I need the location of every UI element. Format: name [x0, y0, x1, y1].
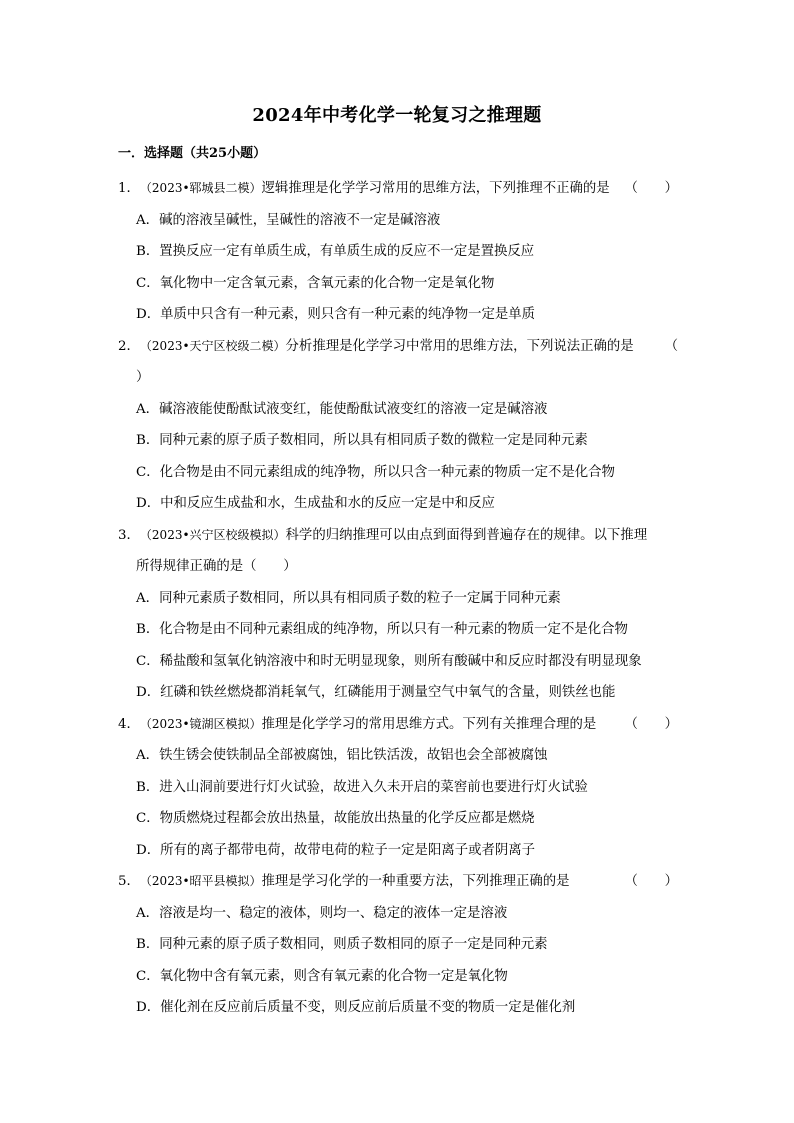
option-letter: D．	[136, 685, 161, 700]
question-item	[118, 520, 678, 709]
option-text: 催化剂在反应前后质量不变，则反应前后质量不变的物质一定是催化剂	[160, 1000, 576, 1015]
option-letter: A．	[136, 590, 160, 606]
option-letter: B．	[136, 937, 160, 952]
question-stem	[118, 331, 678, 363]
option-letter: B．	[136, 779, 160, 795]
option-text: 碱溶液能使酚酞试液变红，能使酚酞试液变红的溶液一定是碱溶液	[159, 401, 548, 417]
option-text: 同种元素的原子质子数相同，则质子数相同的原子一定是同种元素	[159, 937, 548, 952]
option-letter: A．	[136, 905, 160, 921]
question-item	[118, 709, 678, 867]
option-letter: B．	[136, 244, 160, 259]
option-text: 中和反应生成盐和水，生成盐和水的反应一定是中和反应	[160, 496, 495, 511]
question-text: 科学的归纳推理可以由点到面得到普遍存在的规律。以下推理	[285, 527, 648, 543]
option-b	[118, 929, 678, 961]
option-letter: C．	[136, 653, 160, 669]
option-letter: C．	[136, 464, 160, 480]
option-letter: D．	[136, 496, 161, 511]
option-d	[118, 835, 678, 867]
option-c	[118, 268, 678, 300]
answer-blank: （	[664, 338, 678, 354]
option-text: 铁生锈会使铁制品全部被腐蚀，铝比铁活泼，故铝也会全部被腐蚀	[159, 748, 548, 763]
question-continuation: 所得规律正确的是（ ）	[136, 559, 297, 574]
option-text: 红磷和铁丝燃烧都消耗氧气，红磷能用于测量空气中氧气的含量，则铁丝也能	[160, 685, 616, 700]
option-letter: A．	[136, 212, 160, 228]
option-d	[118, 677, 678, 709]
option-text: 碱的溶液呈碱性，呈碱性的溶液不一定是碱溶液	[159, 212, 441, 228]
option-letter: C．	[136, 811, 160, 826]
question-item	[118, 173, 678, 331]
option-letter: D．	[136, 1000, 161, 1015]
question-stem	[118, 866, 678, 898]
option-text: 氧化物中一定含氧元素，含氧元素的化合物一定是氧化物	[159, 275, 495, 291]
option-letter: B．	[136, 433, 160, 448]
question-stem	[118, 520, 678, 552]
option-letter: C．	[136, 968, 160, 984]
question-text: 分析推理是化学学习中常用的思维方法，下列说法正确的是	[285, 338, 634, 354]
option-text: 化合物是由不同元素组成的纯净物，所以只含一种元素的物质一定不是化合物	[159, 464, 615, 480]
answer-blank: （ ）	[624, 181, 678, 196]
question-text: 推理是化学学习的常用思维方式。下列有关推理合理的是	[261, 716, 597, 732]
option-letter: B．	[136, 622, 160, 637]
option-b	[118, 614, 678, 646]
question-source: （2023•镜湖区模拟）	[139, 716, 262, 731]
answer-blank: （ ）	[624, 716, 678, 732]
option-a	[118, 740, 678, 772]
option-letter: A．	[136, 401, 160, 417]
page-title: 2024年中考化学一轮复习之推理题	[252, 105, 542, 126]
option-text: 稀盐酸和氢氧化钠溶液中和时无明显现象，则所有酸碱中和反应时都没有明显现象	[159, 653, 642, 669]
option-d	[118, 299, 678, 331]
question-list	[118, 173, 678, 1024]
option-letter: D．	[136, 307, 161, 322]
option-text: 氧化物中含有氧元素，则含有氧元素的化合物一定是氧化物	[159, 968, 508, 984]
answer-blank: （ ）	[624, 874, 678, 889]
option-letter: D．	[136, 842, 161, 858]
section-heading: 一．选择题（共25小题）	[118, 146, 267, 161]
question-number: 5．	[118, 874, 140, 889]
question-stem	[118, 709, 678, 741]
option-c	[118, 457, 678, 489]
question-continuation: ）	[136, 370, 150, 385]
option-b	[118, 772, 678, 804]
question-number: 4．	[118, 716, 140, 732]
question-number: 3．	[118, 527, 140, 543]
question-item	[118, 866, 678, 1024]
question-source: （2023•天宁区校级二模）	[139, 338, 286, 353]
option-text: 物质燃烧过程都会放出热量，故能放出热量的化学反应都是燃烧	[159, 811, 535, 826]
option-text: 溶液是均一、稳定的液体，则均一、稳定的液体一定是溶液	[159, 905, 508, 921]
question-text: 逻辑推理是化学学习常用的思维方法，下列推理不正确的是	[261, 181, 610, 196]
option-text: 化合物是由不同种元素组成的纯净物，所以只有一种元素的物质一定不是化合物	[159, 622, 628, 637]
option-a	[118, 898, 678, 930]
option-a	[118, 394, 678, 426]
question-item	[118, 331, 678, 520]
option-a	[118, 205, 678, 237]
option-b	[118, 425, 678, 457]
question-source: （2023•兴宁区校级模拟）	[139, 527, 286, 542]
option-text: 进入山洞前要进行灯火试验，故进入久未开启的菜窖前也要进行灯火试验	[159, 779, 588, 795]
question-text: 推理是学习化学的一种重要方法，下列推理正确的是	[261, 874, 570, 889]
question-source: （2023•昭平县模拟）	[139, 874, 262, 888]
option-b	[118, 236, 678, 268]
option-d	[118, 488, 678, 520]
option-text: 所有的离子都带电荷，故带电荷的粒子一定是阳离子或者阴离子	[160, 842, 536, 858]
option-letter: C．	[136, 275, 160, 291]
question-number: 2．	[118, 338, 140, 354]
option-c	[118, 961, 678, 993]
option-text: 同种元素质子数相同，所以具有相同质子数的粒子一定属于同种元素	[159, 590, 561, 606]
question-number: 1．	[118, 181, 140, 196]
question-source: （2023•郓城县二模）	[139, 181, 262, 195]
option-c	[118, 803, 678, 835]
question-stem	[118, 173, 678, 205]
option-letter: A．	[136, 748, 160, 763]
option-d	[118, 992, 678, 1024]
option-text: 单质中只含有一种元素，则只含有一种元素的纯净物一定是单质	[160, 307, 536, 322]
option-c	[118, 646, 678, 678]
option-text: 置换反应一定有单质生成，有单质生成的反应不一定是置换反应	[159, 244, 535, 259]
option-a	[118, 583, 678, 615]
option-text: 同种元素的原子质子数相同，所以具有相同质子数的微粒一定是同种元素	[159, 433, 588, 448]
